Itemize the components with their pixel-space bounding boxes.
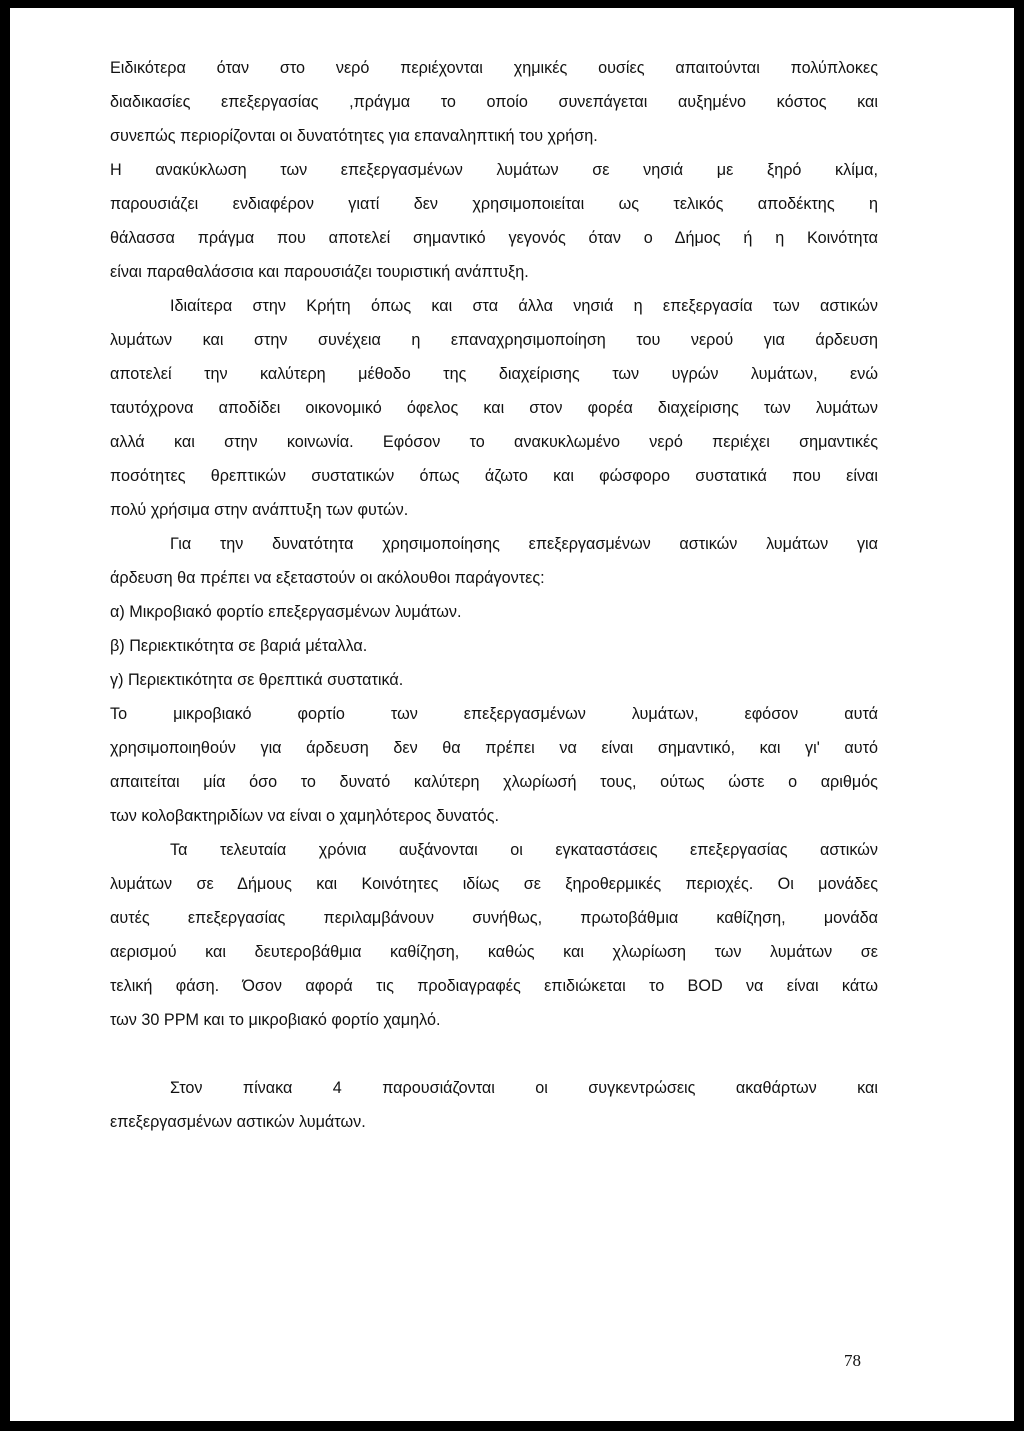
text-line: των 30 PPM και το μικροβιακό φορτίο χαμηλό. bbox=[110, 1011, 441, 1029]
text-line: αποτελεί την καλύτερη μέθοδο της διαχείρισης των υγρών λυμάτων, ενώ bbox=[110, 365, 878, 383]
text-line: Στον πίνακα 4 παρουσιάζονται οι συγκεντρώσεις ακαθάρτων και bbox=[170, 1079, 878, 1097]
text-line: είναι παραθαλάσσια και παρουσιάζει τουριστική ανάπτυξη. bbox=[110, 263, 529, 281]
text-line: αλλά και στην κοινωνία. Εφόσον το ανακυκλωμένο νερό περιέχει σημαντικές bbox=[110, 433, 878, 451]
text-line: απαιτείται μία όσο το δυνατό καλύτερη χλωρίωσή τους, ούτως ώστε ο αριθμός bbox=[110, 773, 878, 791]
text-line: άρδευση θα πρέπει να εξεταστούν οι ακόλουθοι παράγοντες: bbox=[110, 569, 545, 587]
text-line: θάλασσα πράγμα που αποτελεί σημαντικό γεγονός όταν ο Δήμος ή η Κοινότητα bbox=[110, 229, 878, 247]
text-line: ποσότητες θρεπτικών συστατικών όπως άζωτο και φώσφορο συστατικά που είναι bbox=[110, 467, 878, 485]
text-line: ταυτόχρονα αποδίδει οικονομικό όφελος και στον φορέα διαχείρισης των λυμάτων bbox=[110, 399, 878, 417]
list-item: β) Περιεκτικότητα σε βαριά μέταλλα. bbox=[110, 637, 368, 655]
text-line: Τα τελευταία χρόνια αυξάνονται οι εγκαταστάσεις επεξεργασίας αστικών bbox=[170, 841, 878, 859]
text-line: Η ανακύκλωση των επεξεργασμένων λυμάτων σε νησιά με ξηρό κλίμα, bbox=[110, 161, 878, 179]
text-line: συνεπώς περιορίζονται οι δυνατότητες για επαναληπτική του χρήση. bbox=[110, 127, 598, 145]
text-line: Ειδικότερα όταν στο νερό περιέχονται χημικές ουσίες απαιτούνται πολύπλοκες bbox=[110, 59, 878, 77]
page-number: 78 bbox=[844, 1351, 861, 1370]
text-line: διαδικασίες επεξεργασίας ,πράγμα το οποίο συνεπάγεται αυξημένο κόστος και bbox=[110, 93, 878, 111]
text-line: αυτές επεξεργασίας περιλαμβάνουν συνήθως, πρωτοβάθμια καθίζηση, μονάδα bbox=[110, 909, 878, 927]
list-item: γ) Περιεκτικότητα σε θρεπτικά συστατικά. bbox=[110, 671, 404, 689]
document-page bbox=[10, 8, 1014, 1421]
text-line: των κολοβακτηριδίων να είναι ο χαμηλότερος δυνατός. bbox=[110, 807, 499, 825]
text-line: λυμάτων σε Δήμους και Κοινότητες ιδίως σε ξηροθερμικές περιοχές. Οι μονάδες bbox=[110, 875, 878, 893]
text-line: επεξεργασμένων αστικών λυμάτων. bbox=[110, 1113, 366, 1131]
text-line: αερισμού και δευτεροβάθμια καθίζηση, καθώς και χλωρίωση των λυμάτων σε bbox=[110, 943, 878, 961]
paragraph-gap bbox=[110, 1037, 878, 1071]
text-line: Ιδιαίτερα στην Κρήτη όπως και στα άλλα νησιά η επεξεργασία των αστικών bbox=[170, 297, 878, 315]
text-line: πολύ χρήσιμα στην ανάπτυξη των φυτών. bbox=[110, 501, 409, 519]
text-line: τελική φάση. Όσον αφορά τις προδιαγραφές επιδιώκεται το BOD να είναι κάτω bbox=[110, 977, 878, 995]
text-line: παρουσιάζει ενδιαφέρον γιατί δεν χρησιμοποιείται ως τελικός αποδέκτης η bbox=[110, 195, 878, 213]
text-line: χρησιμοποιηθούν για άρδευση δεν θα πρέπει να είναι σημαντικό, και γι' αυτό bbox=[110, 739, 878, 757]
text-line: Το μικροβιακό φορτίο των επεξεργασμένων λυμάτων, εφόσον αυτά bbox=[110, 705, 878, 723]
document-body bbox=[110, 51, 878, 1139]
list-item: α) Μικροβιακό φορτίο επεξεργασμένων λυμάτων. bbox=[110, 603, 462, 621]
text-line: Για την δυνατότητα χρησιμοποίησης επεξεργασμένων αστικών λυμάτων για bbox=[170, 535, 878, 553]
text-line: λυμάτων και στην συνέχεια η επαναχρησιμοποίηση του νερού για άρδευση bbox=[110, 331, 878, 349]
